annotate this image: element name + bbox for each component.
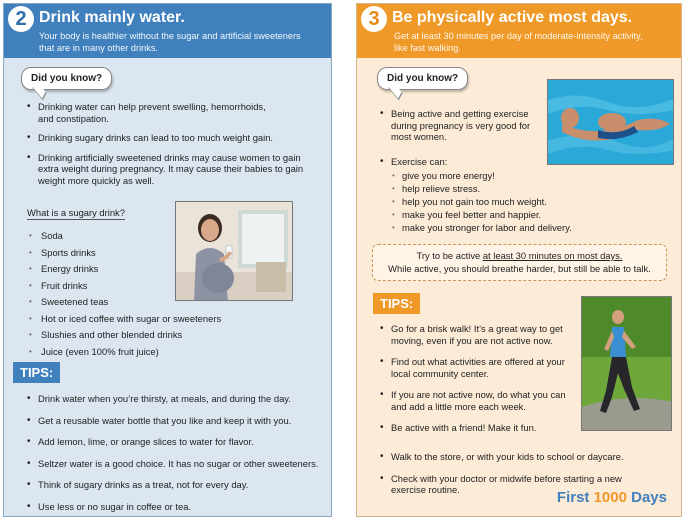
swimming-woman-photo (547, 79, 674, 165)
water-tips-label: TIPS: (13, 362, 60, 383)
water-subtitle: Your body is healthier without the sugar and artificial sweeteners that are in many other drinks. (39, 31, 301, 53)
list-item: • Walk to the store, or with your kids to school or daycare. (379, 451, 674, 463)
activity-facts-list (379, 108, 544, 143)
list-item: • Soda (27, 228, 221, 245)
list-item: • help relieve stress. (391, 182, 669, 195)
activity-header (357, 4, 681, 58)
exercise-benefits-list (391, 169, 669, 234)
activity-subtitle: Get at least 30 minutes per day of moderate-intensity activity, like fast walking. (394, 31, 643, 53)
list-item: • Fruit drinks (27, 278, 221, 295)
exercise-intro: Exercise can: (391, 156, 448, 167)
walking-woman-photo (581, 296, 672, 431)
list-item: • Being active and getting exercise during pregnancy is very good for most women. (379, 108, 544, 143)
activity-panel (356, 3, 682, 517)
list-item: • Juice (even 100% fruit juice) (27, 344, 221, 361)
list-item: • Find out what activities are offered at your local community center. (379, 356, 574, 379)
list-item: • Energy drinks (27, 261, 221, 278)
list-item: • Drinking water can help prevent swelling, hemorrhoids, and constipation. (26, 101, 281, 124)
activity-goal-callout (372, 244, 667, 281)
list-item: • give you more energy! (391, 169, 669, 182)
list-item: • Drinking sugary drinks can lead to too much weight gain. (26, 132, 316, 144)
pregnant-woman-drinking-water-photo (175, 201, 293, 301)
list-item: • Slushies and other blended drinks (27, 327, 221, 344)
water-panel (3, 3, 332, 517)
activity-tips-list (379, 323, 574, 434)
section-number: 3 (361, 6, 387, 32)
list-item: • Be active with a friend! Make it fun. (379, 422, 574, 434)
water-title: Drink mainly water. (39, 9, 185, 26)
list-item: • Drinking artificially sweetened drinks may cause women to gain extra weight during pregnancy. It may cause their babies to gain weight more quickly as well. (26, 152, 316, 187)
list-item: • Add lemon, lime, or orange slices to water for flavor. (26, 436, 331, 448)
callout-line-2: While active, you should breathe harder, but still be able to talk. (388, 263, 651, 274)
water-header (4, 4, 331, 58)
list-item: • Go for a brisk walk! It’s a great way to get moving, even if you are not active now. (379, 323, 574, 346)
list-item: • Sports drinks (27, 245, 221, 262)
list-item: • Hot or iced coffee with sugar or sweeteners (27, 311, 221, 328)
list-item: • Drink water when you’re thirsty, at meals, and during the day. (26, 393, 331, 405)
list-item: • If you are not active now, do what you can and add a little more each week. (379, 389, 574, 412)
list-item: • Sweetened teas (27, 294, 221, 311)
activity-title: Be physically active most days. (392, 9, 633, 26)
list-item: • Seltzer water is a good choice. It has no sugar or other sweeteners. (26, 458, 331, 470)
list-item: • make you stronger for labor and delivery. (391, 221, 669, 234)
list-item (379, 156, 669, 234)
list-item: • Check with your doctor or midwife before starting a new exercise routine. (379, 473, 649, 496)
did-you-know-bubble: Did you know? (21, 67, 112, 90)
section-number: 2 (8, 6, 34, 32)
exercise-benefits-block (379, 156, 669, 234)
list-item: • Get a reusable water bottle that you like and keep it with you. (26, 415, 331, 427)
did-you-know-bubble: Did you know? (377, 67, 468, 90)
activity-tips-label: TIPS: (373, 293, 420, 314)
list-item: • Think of sugary drinks as a treat, not for every day. (26, 479, 331, 491)
callout-text: Try to be active (416, 250, 483, 261)
list-item: • help you not gain too much weight. (391, 195, 669, 208)
list-item: • Use less or no sugar in coffee or tea. (26, 501, 331, 513)
water-tips-list (26, 393, 331, 512)
callout-highlight: at least 30 minutes on most days. (482, 250, 623, 261)
water-facts-list (26, 101, 316, 186)
list-item: • make you feel better and happier. (391, 208, 669, 221)
first-1000-days-logo: First 1000 Days (556, 489, 667, 506)
sugary-drink-heading: What is a sugary drink? (27, 207, 125, 218)
